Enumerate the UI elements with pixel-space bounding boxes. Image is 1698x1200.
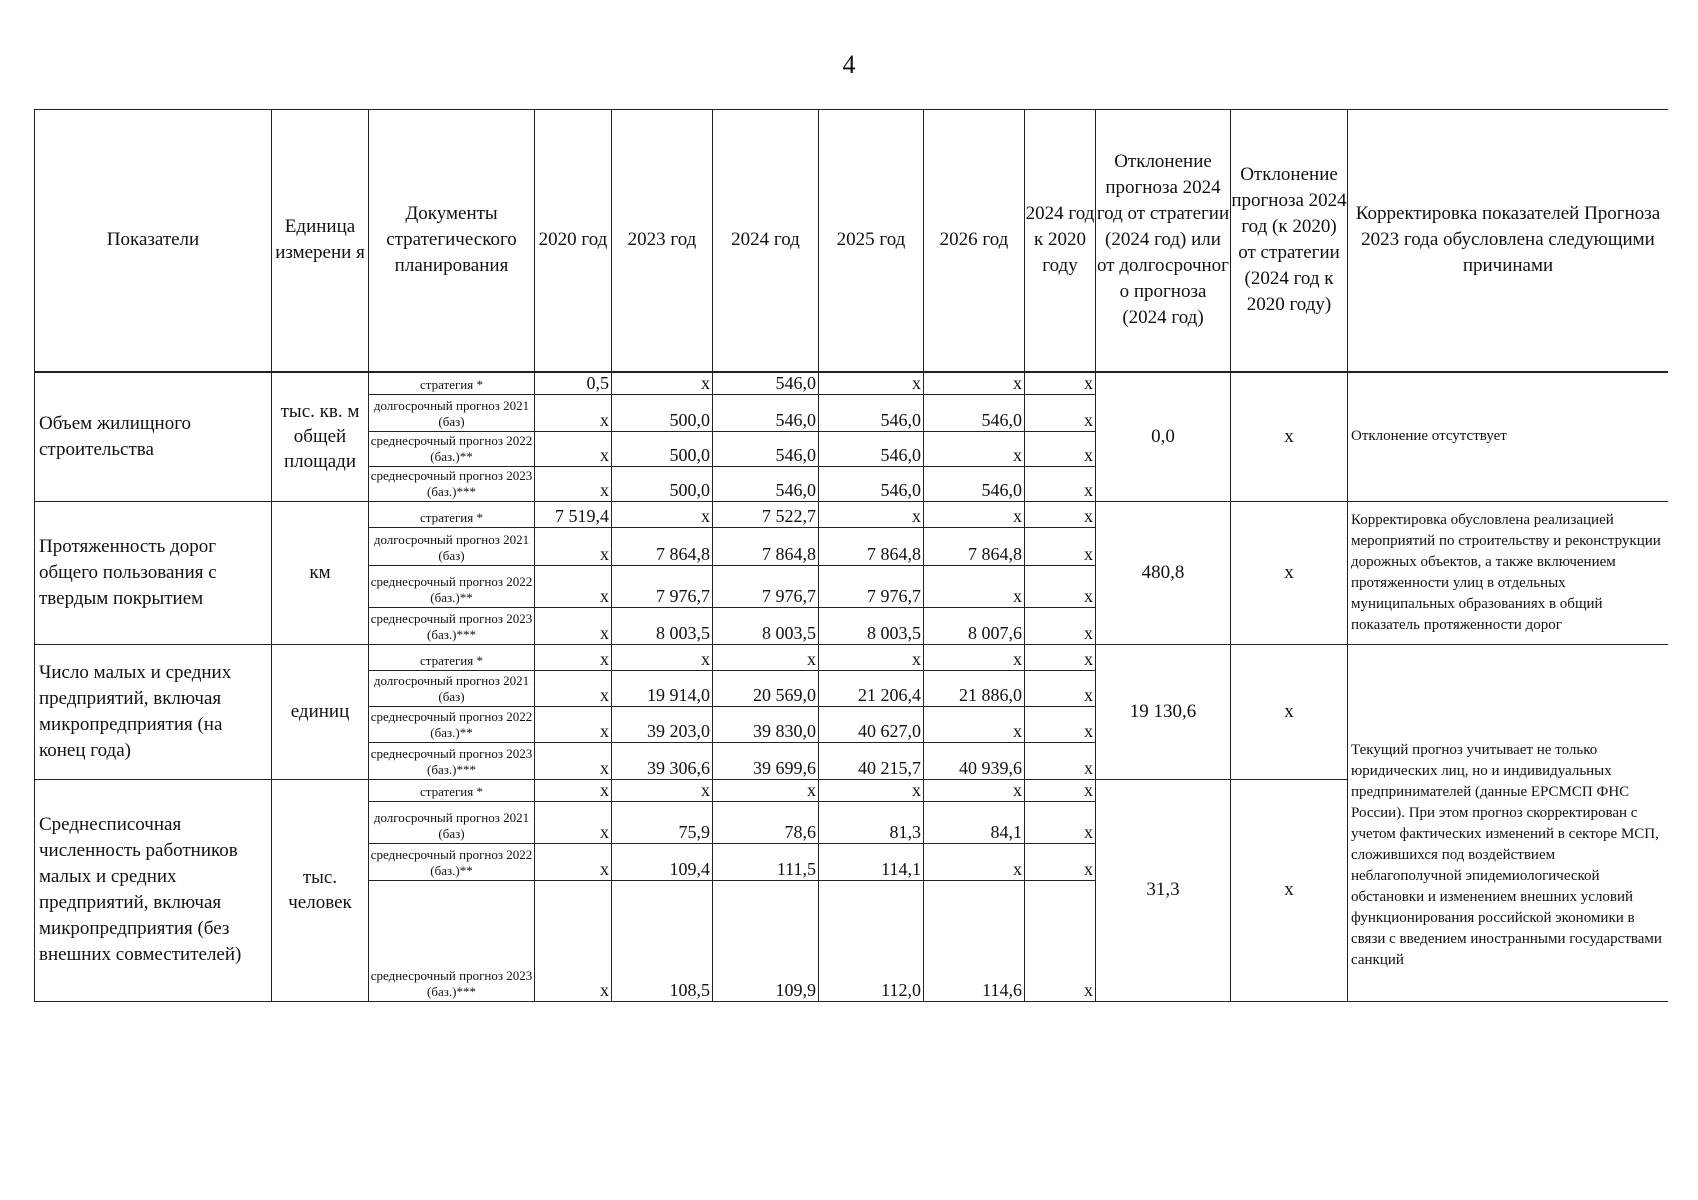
doc-type: долгосрочный прогноз 2021 (баз): [369, 527, 535, 565]
value-2020: х: [535, 466, 612, 501]
reason-text: Отклонение отсутствует: [1348, 372, 1669, 502]
value-ratio: х: [1025, 742, 1096, 779]
deviation-2020: х: [1231, 644, 1348, 779]
value-2023: 7 976,7: [612, 565, 713, 607]
table-row: [35, 644, 1669, 670]
deviation-2020: х: [1231, 372, 1348, 502]
value-2020: х: [535, 527, 612, 565]
value-2024: х: [713, 779, 819, 801]
value-2025: х: [819, 372, 924, 395]
doc-type: среднесрочный прогноз 2022 (баз.)**: [369, 565, 535, 607]
value-2024: 109,9: [713, 880, 819, 1001]
header-docs: Документы стратегического планирования: [369, 110, 535, 372]
deviation-strategy: 19 130,6: [1096, 644, 1231, 779]
value-2024: 7 864,8: [713, 527, 819, 565]
value-2026: х: [924, 372, 1025, 395]
value-ratio: х: [1025, 779, 1096, 801]
value-ratio: х: [1025, 607, 1096, 644]
value-2025: 8 003,5: [819, 607, 924, 644]
indicator-name: Среднесписочная численность работников малых и средних предприятий, включая микропредприятия (без внешних совместителей): [35, 779, 272, 1001]
doc-type: стратегия *: [369, 779, 535, 801]
indicator-name: Протяженность дорог общего пользования с твердым покрытием: [35, 501, 272, 644]
deviation-strategy: 31,3: [1096, 779, 1231, 1001]
value-2025: х: [819, 501, 924, 527]
value-2020: х: [535, 706, 612, 742]
value-2020: х: [535, 670, 612, 706]
indicator-name: Объем жилищного строительства: [35, 372, 272, 502]
indicator-unit: км: [272, 501, 369, 644]
value-2020: 7 519,4: [535, 501, 612, 527]
doc-type: среднесрочный прогноз 2022 (баз.)**: [369, 431, 535, 466]
value-2025: х: [819, 779, 924, 801]
value-2026: х: [924, 565, 1025, 607]
value-2026: 21 886,0: [924, 670, 1025, 706]
value-2026: 546,0: [924, 394, 1025, 431]
value-2026: х: [924, 431, 1025, 466]
value-2020: х: [535, 801, 612, 843]
doc-type: среднесрочный прогноз 2023 (баз.)***: [369, 742, 535, 779]
value-ratio: х: [1025, 801, 1096, 843]
reason-text: Корректировка обусловлена реализацией мероприятий по строительству и реконструкции дорожных объектов, а также включением протяженности улиц в отдельных муниципальных образованиях в общий показатель протяженности дорог: [1348, 501, 1669, 644]
value-ratio: х: [1025, 372, 1096, 395]
doc-type: долгосрочный прогноз 2021 (баз): [369, 670, 535, 706]
header-2025: 2025 год: [819, 110, 924, 372]
value-2025: 7 976,7: [819, 565, 924, 607]
header-2023: 2023 год: [612, 110, 713, 372]
value-ratio: х: [1025, 843, 1096, 880]
value-2026: 546,0: [924, 466, 1025, 501]
doc-type: среднесрочный прогноз 2023 (баз.)***: [369, 880, 535, 1001]
value-2026: х: [924, 843, 1025, 880]
doc-type: среднесрочный прогноз 2022 (баз.)**: [369, 843, 535, 880]
value-2023: х: [612, 501, 713, 527]
deviation-2020: х: [1231, 501, 1348, 644]
value-2023: х: [612, 644, 713, 670]
value-2026: 7 864,8: [924, 527, 1025, 565]
value-2020: х: [535, 607, 612, 644]
value-2026: 84,1: [924, 801, 1025, 843]
value-ratio: х: [1025, 706, 1096, 742]
value-2020: х: [535, 843, 612, 880]
value-2020: 0,5: [535, 372, 612, 395]
value-2025: 546,0: [819, 394, 924, 431]
indicator-unit: тыс. человек: [272, 779, 369, 1001]
value-2026: х: [924, 501, 1025, 527]
header-row: [35, 110, 1669, 372]
value-2025: 7 864,8: [819, 527, 924, 565]
forecast-table: [34, 109, 1668, 1002]
value-ratio: х: [1025, 670, 1096, 706]
value-2024: 546,0: [713, 431, 819, 466]
value-2026: х: [924, 644, 1025, 670]
value-2025: 114,1: [819, 843, 924, 880]
value-2024: 546,0: [713, 394, 819, 431]
doc-type: стратегия *: [369, 501, 535, 527]
doc-type: долгосрочный прогноз 2021 (баз): [369, 394, 535, 431]
value-2023: 500,0: [612, 431, 713, 466]
header-indicator: Показатели: [35, 110, 272, 372]
value-2020: х: [535, 880, 612, 1001]
value-2025: 40 215,7: [819, 742, 924, 779]
value-2025: 112,0: [819, 880, 924, 1001]
value-2024: 78,6: [713, 801, 819, 843]
value-2024: 7 976,7: [713, 565, 819, 607]
value-2026: 40 939,6: [924, 742, 1025, 779]
value-2023: х: [612, 372, 713, 395]
header-reasons: Корректировка показателей Прогноза 2023 года обусловлена следующими причинами: [1348, 110, 1669, 372]
value-2023: 8 003,5: [612, 607, 713, 644]
value-2023: 109,4: [612, 843, 713, 880]
value-2024: 111,5: [713, 843, 819, 880]
value-2026: х: [924, 779, 1025, 801]
page-number: 4: [842, 50, 856, 79]
doc-type: стратегия *: [369, 372, 535, 395]
deviation-2020: х: [1231, 779, 1348, 1001]
table-row: [35, 501, 1669, 527]
indicator-unit: тыс. кв. м общей площади: [272, 372, 369, 502]
value-2023: 500,0: [612, 394, 713, 431]
value-2020: х: [535, 644, 612, 670]
value-2025: х: [819, 644, 924, 670]
header-2020: 2020 год: [535, 110, 612, 372]
table-row: [35, 372, 1669, 395]
deviation-strategy: 0,0: [1096, 372, 1231, 502]
value-ratio: х: [1025, 644, 1096, 670]
value-ratio: х: [1025, 880, 1096, 1001]
value-2020: х: [535, 779, 612, 801]
header-unit: Единица измерени я: [272, 110, 369, 372]
indicator-unit: единиц: [272, 644, 369, 779]
value-2026: 8 007,6: [924, 607, 1025, 644]
value-2023: х: [612, 779, 713, 801]
value-2024: 20 569,0: [713, 670, 819, 706]
value-ratio: х: [1025, 394, 1096, 431]
header-deviation-strategy: Отклонение прогноза 2024 год от стратегии (2024 год) или от долгосрочног о прогноза (2024 год): [1096, 110, 1231, 372]
value-ratio: х: [1025, 431, 1096, 466]
doc-type: долгосрочный прогноз 2021 (баз): [369, 801, 535, 843]
value-2023: 75,9: [612, 801, 713, 843]
doc-type: стратегия *: [369, 644, 535, 670]
value-2024: 39 830,0: [713, 706, 819, 742]
value-2025: 81,3: [819, 801, 924, 843]
value-2024: 8 003,5: [713, 607, 819, 644]
value-2020: х: [535, 565, 612, 607]
value-2025: 21 206,4: [819, 670, 924, 706]
value-ratio: х: [1025, 466, 1096, 501]
value-2024: 546,0: [713, 372, 819, 395]
value-2020: х: [535, 431, 612, 466]
header-2024: 2024 год: [713, 110, 819, 372]
deviation-strategy: 480,8: [1096, 501, 1231, 644]
value-2025: 546,0: [819, 466, 924, 501]
value-2024: 7 522,7: [713, 501, 819, 527]
value-2023: 39 203,0: [612, 706, 713, 742]
reason-text: Текущий прогноз учитывает не только юридических лиц, но и индивидуальных предпринимателей (данные ЕРСМСП ФНС России). При этом прогноз скорректирован с учетом фактических изменений в секторе МСП, сложившихся под воздействием неблагополучной эпидемиологической обстановки и изменением внешних условий функционирования российской экономики в связи с введением иностранными государствами санкций: [1348, 644, 1669, 1001]
value-2025: 546,0: [819, 431, 924, 466]
value-2020: х: [535, 742, 612, 779]
forecast-table-wrapper: [34, 109, 1668, 1003]
doc-type: среднесрочный прогноз 2023 (баз.)***: [369, 607, 535, 644]
value-2023: 7 864,8: [612, 527, 713, 565]
indicator-name: Число малых и средних предприятий, включая микропредприятия (на конец года): [35, 644, 272, 779]
doc-type: среднесрочный прогноз 2022 (баз.)**: [369, 706, 535, 742]
value-2023: 39 306,6: [612, 742, 713, 779]
value-ratio: х: [1025, 565, 1096, 607]
value-ratio: х: [1025, 527, 1096, 565]
value-2023: 108,5: [612, 880, 713, 1001]
header-deviation-2020: Отклонение прогноза 2024 год (к 2020) от стратегии (2024 год к 2020 году): [1231, 110, 1348, 372]
doc-type: среднесрочный прогноз 2023 (баз.)***: [369, 466, 535, 501]
value-2024: 39 699,6: [713, 742, 819, 779]
value-2023: 19 914,0: [612, 670, 713, 706]
header-ratio: 2024 год к 2020 году: [1025, 110, 1096, 372]
value-2026: 114,6: [924, 880, 1025, 1001]
value-2025: 40 627,0: [819, 706, 924, 742]
value-2020: х: [535, 394, 612, 431]
value-ratio: х: [1025, 501, 1096, 527]
value-2023: 500,0: [612, 466, 713, 501]
value-2024: х: [713, 644, 819, 670]
header-2026: 2026 год: [924, 110, 1025, 372]
value-2024: 546,0: [713, 466, 819, 501]
value-2026: х: [924, 706, 1025, 742]
